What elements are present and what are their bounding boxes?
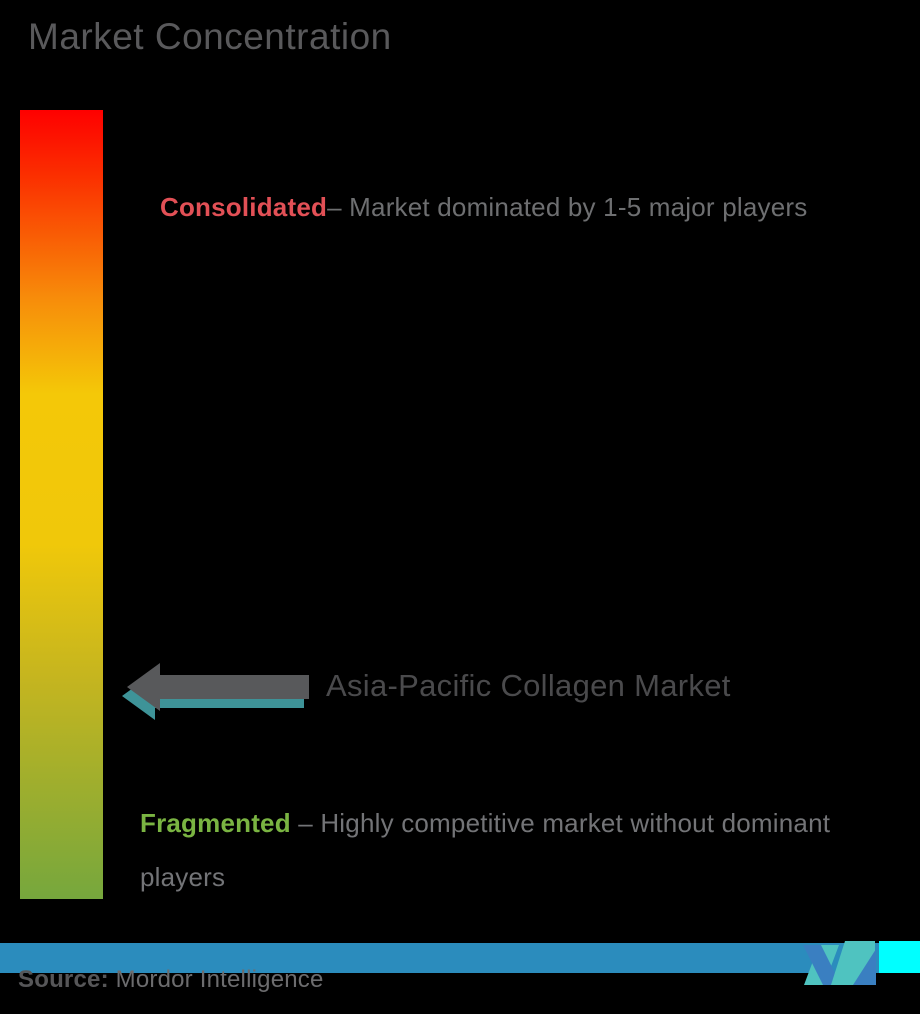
source-attribution <box>18 966 324 994</box>
page-title: Market Concentration <box>28 16 392 57</box>
left-arrow-icon <box>119 661 311 723</box>
concentration-gradient-bar <box>20 110 103 899</box>
mordor-logo-icon <box>803 930 920 986</box>
fragmented-dash: – <box>290 808 321 838</box>
fragmented-description: Highly competitive market without dominant players <box>140 808 831 892</box>
source-label: Source: <box>18 966 109 993</box>
market-position-indicator <box>119 661 311 728</box>
fragmented-label: Fragmented <box>140 808 291 838</box>
market-position-label: Asia-Pacific Collagen Market <box>326 668 731 703</box>
source-value: Mordor Intelligence <box>108 966 324 993</box>
consolidated-description: Market dominated by 1-5 major players <box>349 192 808 222</box>
consolidated-label: Consolidated <box>160 192 328 222</box>
mordor-intelligence-logo <box>803 930 920 991</box>
fragmented-row <box>140 796 900 904</box>
consolidated-row <box>160 192 807 223</box>
consolidated-dash: – <box>327 192 350 222</box>
